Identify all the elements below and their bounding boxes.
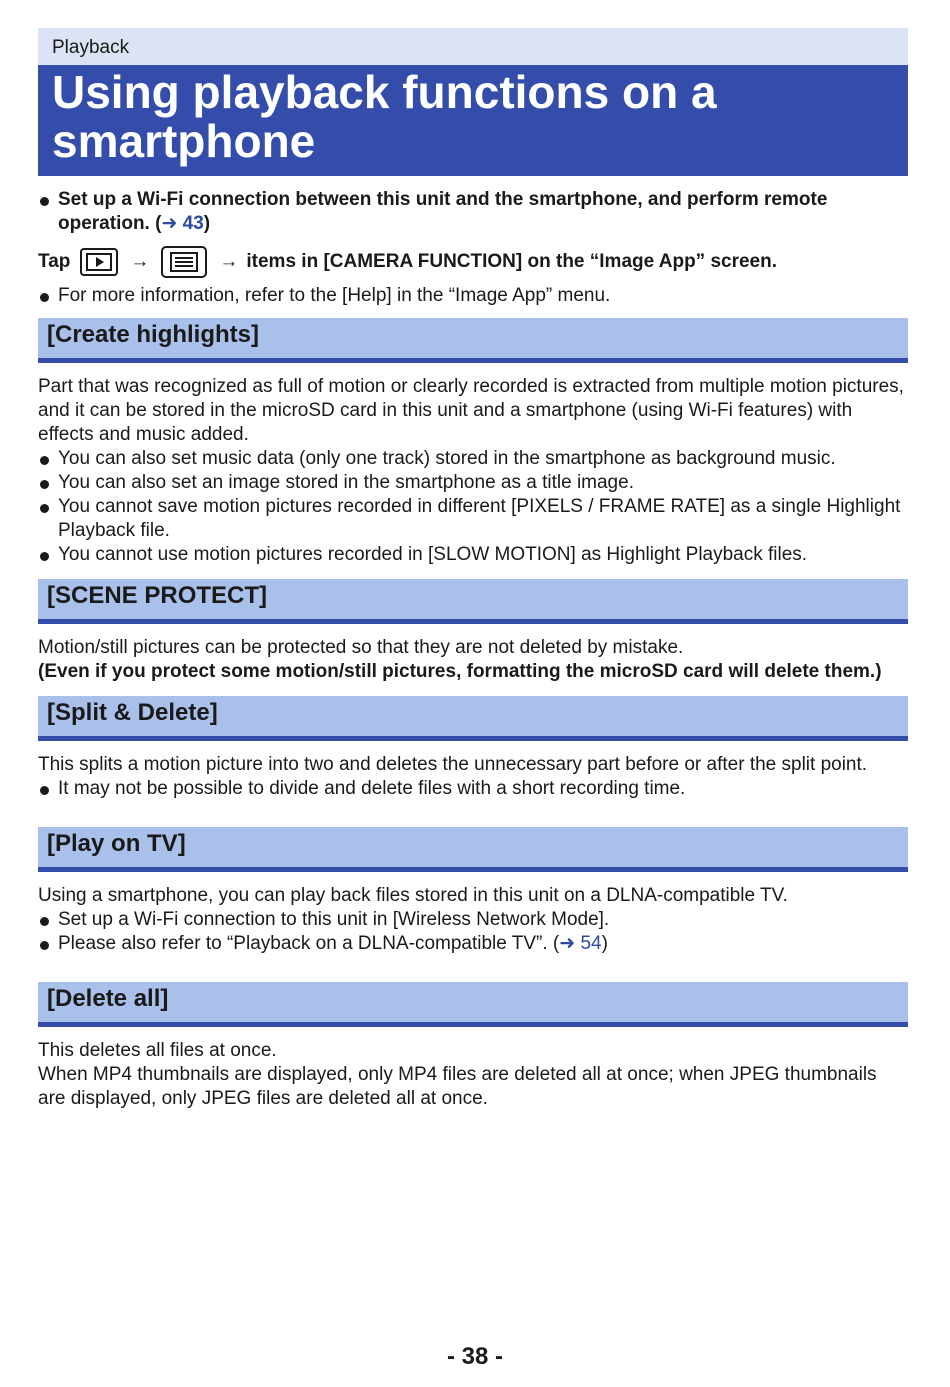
list-item: Set up a Wi-Fi connection to this unit in [Wireless Network Mode]. <box>38 908 908 932</box>
section-paragraph: Motion/still pictures can be protected so that they are not deleted by mistake. <box>38 637 684 658</box>
link-arrow: ➜ <box>161 213 183 234</box>
link-page: 54 <box>580 933 602 954</box>
arrow-icon: → <box>130 251 150 272</box>
section-heading-create-highlights: [Create highlights] <box>38 318 908 363</box>
section-body-delete-all <box>38 1039 908 1111</box>
tap-instruction <box>38 246 908 278</box>
link-page: 43 <box>182 213 204 234</box>
reference-text: Please also refer to “Playback on a DLNA-compatible TV”. ( <box>58 933 560 954</box>
list-item: You cannot save motion pictures recorded in different [PIXELS / FRAME RATE] as a single Highlight Playback file. <box>38 495 908 543</box>
section-body-play-on-tv <box>38 884 908 956</box>
page-content <box>38 28 908 1111</box>
section-paragraph-2: When MP4 thumbnails are displayed, only MP4 files are deleted all at once; when JPEG thumbnails are displayed, only JPEG files are deleted all at once. <box>38 1064 877 1109</box>
list-item: You cannot use motion pictures recorded in [SLOW MOTION] as Highlight Playback files. <box>38 543 908 567</box>
arrow-icon: → <box>219 251 239 272</box>
section-paragraph: This deletes all files at once. <box>38 1040 277 1061</box>
intro-bullet-close: ) <box>203 213 211 234</box>
section-heading-play-on-tv: [Play on TV] <box>38 827 908 872</box>
link-arrow: ➜ <box>559 933 581 954</box>
page-title: Using playback functions on a smartphone <box>38 65 908 176</box>
list-item: You can also set music data (only one track) stored in the smartphone as background music. <box>38 447 908 471</box>
list-item: You can also set an image stored in the smartphone as a title image. <box>38 471 908 495</box>
section-heading-delete-all: [Delete all] <box>38 982 908 1027</box>
breadcrumb: Playback <box>38 28 908 65</box>
list-item-reference <box>38 932 908 956</box>
page-number: - 38 - <box>446 1343 503 1370</box>
list-item: It may not be possible to divide and delete files with a short recording time. <box>38 777 908 801</box>
info-bullet: For more information, refer to the [Help] in the “Image App” menu. <box>38 284 908 308</box>
page-link-54[interactable] <box>559 933 601 954</box>
menu-list-icon <box>161 246 207 278</box>
section-heading-scene-protect: [SCENE PROTECT] <box>38 579 908 624</box>
section-paragraph: Part that was recognized as full of motion or clearly recorded is extracted from multiple motion pictures, and it can be stored in the microSD card in this unit and a smartphone (using Wi-Fi features) with effects and music added. <box>38 376 904 445</box>
intro-bullet <box>38 188 908 236</box>
section-body-create-highlights <box>38 375 908 567</box>
play-icon <box>80 248 118 276</box>
warning-paragraph: (Even if you protect some motion/still pictures, formatting the microSD card will delete them.) <box>38 661 882 682</box>
section-body-scene-protect <box>38 636 908 684</box>
intro-bullet-text: Set up a Wi-Fi connection between this unit and the smartphone, and perform remote operation. ( <box>58 189 828 234</box>
section-paragraph: This splits a motion picture into two and deletes the unnecessary part before or after the split point. <box>38 754 868 775</box>
section-paragraph: Using a smartphone, you can play back files stored in this unit on a DLNA-compatible TV. <box>38 885 788 906</box>
section-heading-split-delete: [Split & Delete] <box>38 696 908 741</box>
reference-close: ) <box>601 933 608 954</box>
section-body-split-delete <box>38 753 908 801</box>
page-link-43[interactable] <box>161 213 203 234</box>
tap-label: Tap <box>38 251 71 272</box>
tap-suffix: items in [CAMERA FUNCTION] on the “Image App” screen. <box>246 251 778 272</box>
